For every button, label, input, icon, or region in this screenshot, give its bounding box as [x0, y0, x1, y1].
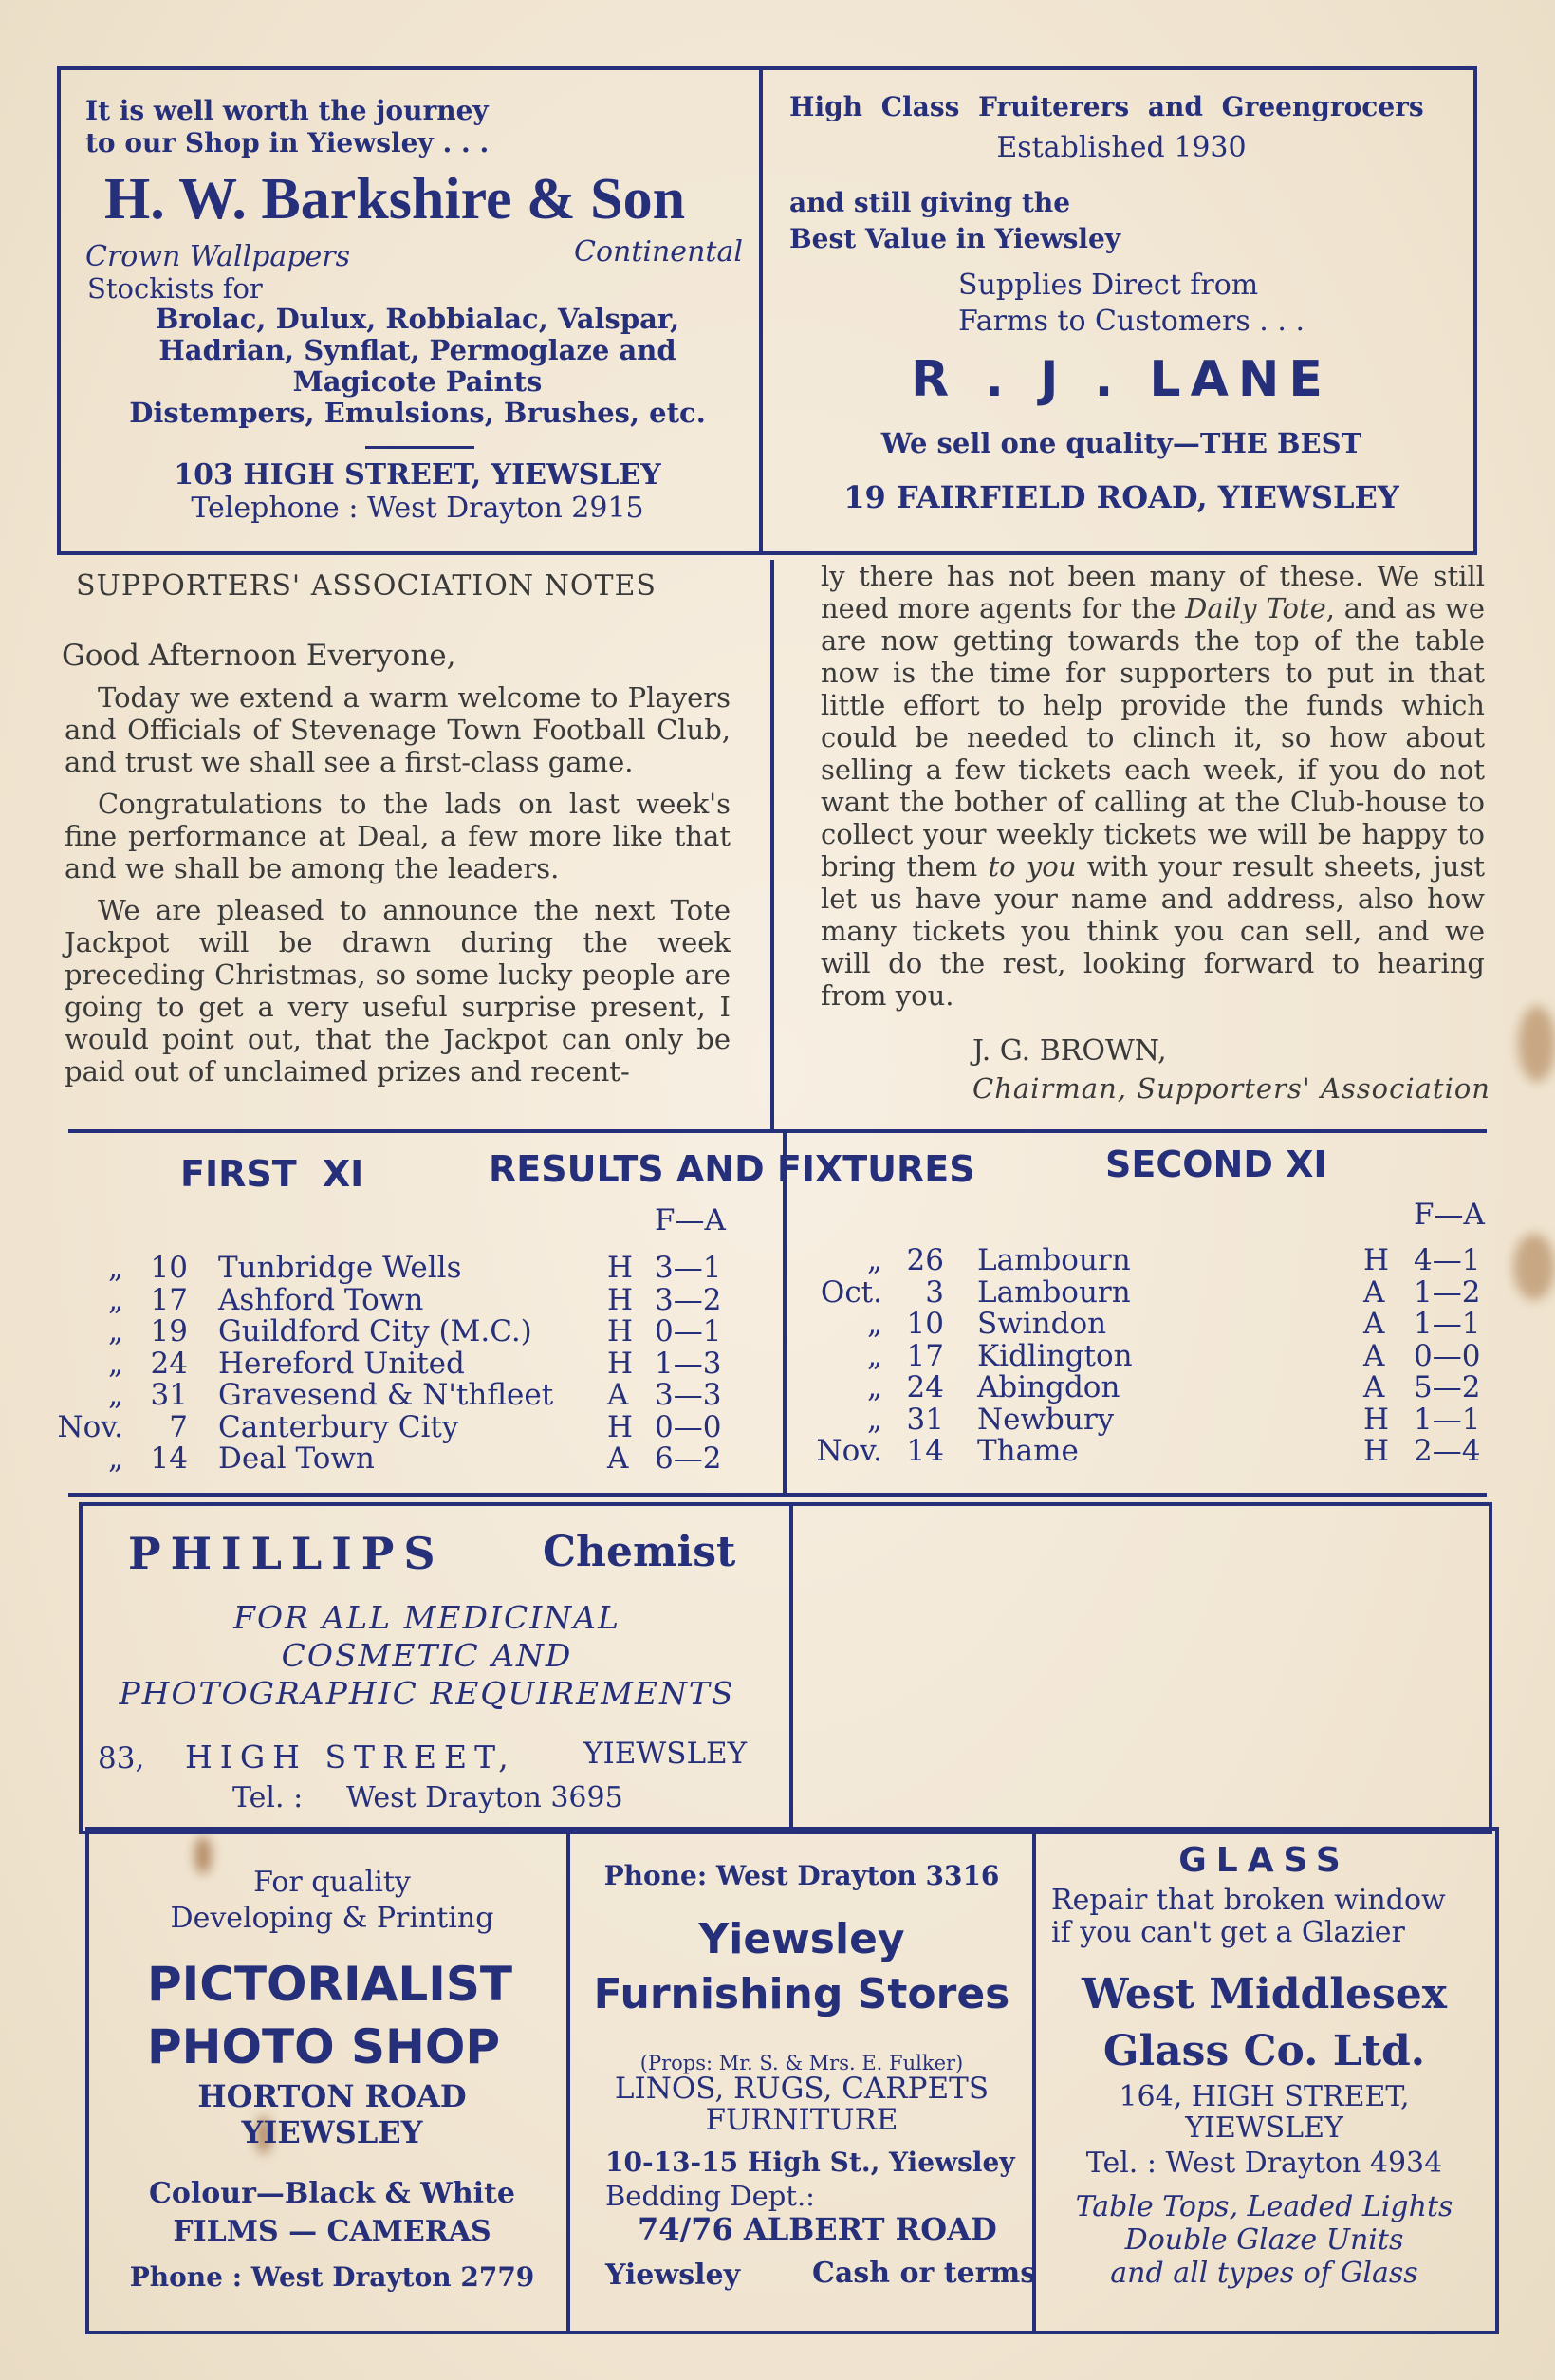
- fixture-venue: A: [1363, 1338, 1385, 1373]
- glass-name: [1039, 1966, 1490, 2080]
- fixture-venue: A: [1363, 1274, 1385, 1310]
- divider: [770, 560, 774, 1129]
- furnishing-town: Yiewsley: [605, 2259, 741, 2292]
- fixture-score: 3—2: [655, 1282, 722, 1317]
- fixture-venue: A: [607, 1378, 629, 1412]
- fixture-venue: H: [1363, 1402, 1390, 1437]
- fixture-venue: H: [1363, 1243, 1390, 1277]
- intro-line: Repair that broken window: [1051, 1884, 1446, 1917]
- glass-products: [1039, 2190, 1490, 2290]
- address-line: HORTON ROAD: [197, 2078, 467, 2114]
- phillips-number: 83,: [98, 1741, 145, 1776]
- barkshire-name: H. W. Barkshire & Son: [104, 167, 686, 232]
- divider: [566, 1829, 570, 2333]
- lane-text: Supplies Direct from: [958, 269, 1259, 302]
- paint-line: Magicote Paints: [292, 365, 543, 398]
- notes-signature: J. G. BROWN,: [972, 1034, 1167, 1068]
- fixture-venue: H: [607, 1251, 634, 1285]
- fixture-opponent: Newbury: [977, 1402, 1115, 1437]
- fixture-month: „: [107, 1251, 123, 1285]
- glass-tel: Tel. : West Drayton 4934: [1085, 2147, 1443, 2180]
- lane-text: Farms to Customers . . .: [958, 305, 1305, 338]
- rule: [68, 1493, 1487, 1497]
- second-xi-label: SECOND XI: [1105, 1144, 1327, 1185]
- fixture-day: 24: [906, 1370, 944, 1404]
- fixture-venue: A: [1363, 1370, 1385, 1404]
- divider: [789, 1504, 793, 1832]
- glass-intro: [1051, 1885, 1488, 1949]
- name-line: Furnishing Stores: [593, 1970, 1010, 2018]
- lane-address: 19 FAIRFIELD ROAD, YIEWSLEY: [843, 479, 1399, 515]
- fixture-opponent: Swindon: [977, 1307, 1107, 1341]
- fixture-score: 1—3: [655, 1346, 722, 1381]
- fixture-day: 24: [150, 1346, 188, 1381]
- fixture-month: „: [866, 1370, 882, 1404]
- pictorialist-phone: Phone : West Drayton 2779: [129, 2261, 535, 2293]
- pictorialist-address: [104, 2078, 560, 2150]
- notes-right-column: [821, 560, 1485, 1012]
- lane-established: Established 1930: [996, 131, 1247, 164]
- phillips-town: YIEWSLEY: [583, 1737, 748, 1771]
- product-line: Double Glaze Units: [1124, 2223, 1404, 2257]
- notes-paragraph: Today we extend a warm welcome to Players and Officials of Stevenage Town Football Club, and trust we shall see a first-class game.: [65, 681, 731, 778]
- fixture-opponent: Gravesend & N'thfleet: [218, 1378, 554, 1412]
- phillips-chemist: Chemist: [543, 1528, 736, 1576]
- furnishing-phone: Phone: West Drayton 3316: [603, 1860, 1000, 1891]
- intro-line: For quality: [253, 1866, 411, 1899]
- phillips-street: HIGH STREET,: [185, 1739, 516, 1776]
- fixture-opponent: Guildford City (M.C.): [218, 1314, 532, 1348]
- lane-name: R . J . LANE: [911, 351, 1332, 408]
- product-line: Colour—Black & White: [149, 2177, 515, 2210]
- furnishing-terms: Cash or terms: [812, 2257, 1037, 2290]
- furnishing-name: [579, 1912, 1025, 2022]
- pictorialist-name: [147, 1953, 512, 2078]
- fixture-day: 17: [150, 1282, 188, 1317]
- fixture-day: 10: [150, 1251, 188, 1285]
- fixture-venue: A: [607, 1441, 629, 1476]
- tagline: It is well worth the journey: [85, 95, 489, 126]
- fixture-score: 0—0: [655, 1409, 722, 1444]
- fixture-month: Nov.: [816, 1434, 882, 1468]
- fixture-opponent: Lambourn: [977, 1274, 1131, 1310]
- paint-line: Hadrian, Synflat, Permoglaze and: [158, 334, 676, 366]
- lane-value: [789, 185, 1120, 257]
- furnishing-albert: 74/76 ALBERT ROAD: [638, 2211, 997, 2247]
- fixture-venue: H: [607, 1409, 634, 1444]
- text-run: Daily Tote: [1185, 592, 1326, 624]
- fixture-day: 14: [150, 1441, 188, 1476]
- fixture-opponent: Abingdon: [977, 1370, 1120, 1404]
- paint-line: Distempers, Emulsions, Brushes, etc.: [129, 397, 706, 429]
- text-run: ly there has not been many of these. We still need more agents for the: [821, 560, 1485, 624]
- address-line: YIEWSLEY: [241, 2114, 423, 2150]
- fixture-score: 5—2: [1414, 1370, 1481, 1404]
- fixture-month: „: [107, 1282, 123, 1317]
- glass-heading: GLASS: [1178, 1841, 1350, 1880]
- phillips-tel-label: Tel. :: [232, 1781, 304, 1814]
- fixture-score: 6—2: [655, 1441, 722, 1476]
- name-line: PHOTO SHOP: [147, 2019, 501, 2074]
- fixture-score: 0—0: [1414, 1338, 1481, 1373]
- fixture-opponent: Deal Town: [218, 1441, 375, 1476]
- fixture-score: 2—4: [1414, 1434, 1481, 1468]
- first-xi-label: FIRST XI: [180, 1153, 364, 1195]
- fixture-month: „: [866, 1402, 882, 1437]
- results-label: RESULTS AND FIXTURES: [489, 1148, 975, 1190]
- fixture-score: 1—1: [1414, 1307, 1481, 1341]
- name-line: Yiewsley: [698, 1915, 905, 1963]
- text-run: to you: [988, 850, 1077, 883]
- fixture-venue: H: [607, 1314, 634, 1348]
- notes-paragraph: We are pleased to announce the next Tote Jackpot will be drawn during the week preceding Christmas, so some lucky people are going to get a very useful surprise present, I would point out, that the Jackpot can only be paid out of unclaimed prizes and recent-: [65, 894, 731, 1088]
- notes-left-column: [65, 681, 731, 1088]
- fixture-score: 1—1: [1414, 1402, 1481, 1437]
- stockists-label: Stockists for: [87, 272, 263, 305]
- fixture-day: 14: [906, 1434, 944, 1468]
- lane-supplies: [958, 268, 1305, 340]
- fixture-month: „: [866, 1243, 882, 1277]
- fixture-venue: H: [1363, 1434, 1390, 1468]
- fa-header: F—A: [1414, 1198, 1485, 1232]
- glass-address: [1039, 2081, 1490, 2144]
- fixture-opponent: Thame: [977, 1434, 1079, 1468]
- fixture-venue: A: [1363, 1307, 1385, 1341]
- fixture-opponent: Hereford United: [218, 1346, 465, 1381]
- furnishing-bedding: Bedding Dept.:: [605, 2180, 815, 2212]
- product-line: FILMS — CAMERAS: [173, 2215, 491, 2248]
- fixture-opponent: Lambourn: [977, 1243, 1131, 1277]
- crown-label: Crown Wallpapers: [85, 240, 350, 273]
- phillips-name: PHILLIPS: [128, 1528, 445, 1579]
- paint-line: Brolac, Dulux, Robbialac, Valspar,: [155, 303, 680, 335]
- tagline: to our Shop in Yiewsley . . .: [85, 127, 490, 158]
- pictorialist-products: [104, 2175, 560, 2251]
- name-line: West Middlesex: [1082, 1970, 1447, 2018]
- lane-text: and still giving the: [789, 187, 1071, 218]
- lane-text: Best Value in Yiewsley: [789, 223, 1121, 254]
- fixture-month: „: [107, 1346, 123, 1381]
- barkshire-phone: Telephone : West Drayton 2915: [191, 492, 644, 525]
- fixture-day: 26: [906, 1243, 944, 1277]
- text-run: with your result sheets, just let us have your name and address, also how many tickets you think you can sell, and we will do the rest, looking forward to hearing from you.: [821, 850, 1485, 1012]
- stain-mark: [1513, 1234, 1555, 1300]
- lane-line1: High Class Fruiterers and Greengrocers: [789, 91, 1424, 122]
- barkshire-ad: [85, 95, 489, 159]
- address-line: YIEWSLEY: [1185, 2111, 1343, 2145]
- stain-mark: [1518, 1006, 1555, 1082]
- continental-label: Continental: [574, 235, 743, 269]
- notes-title: Chairman, Supporters' Association: [972, 1072, 1490, 1105]
- goods-line: FURNITURE: [705, 2103, 898, 2137]
- furnishing-props: (Props: Mr. S. & Mrs. E. Fulker): [639, 2052, 964, 2074]
- fixture-day: 7: [169, 1409, 188, 1444]
- text-run: , and as we are now getting towards the top of the table now is the time for supporters to put in that little effort to help provide the funds which could be needed to clinch it, so how about selling a few tickets each week, if you do not want the bother of calling at the Club-house to collect your weekly tickets we will be happy to bring them: [821, 592, 1485, 883]
- notes-paragraph: [821, 560, 1485, 1012]
- intro-line: if you can't get a Glazier: [1051, 1916, 1405, 1949]
- name-line: Glass Co. Ltd.: [1102, 2027, 1426, 2075]
- service-line: PHOTOGRAPHIC REQUIREMENTS: [119, 1675, 735, 1712]
- product-line: and all types of Glass: [1110, 2257, 1418, 2290]
- fixture-month: „: [107, 1441, 123, 1476]
- fixture-venue: H: [607, 1282, 634, 1317]
- fixture-score: 0—1: [655, 1314, 722, 1348]
- intro-line: Developing & Printing: [170, 1902, 494, 1935]
- fixture-opponent: Ashford Town: [218, 1282, 424, 1317]
- fixture-month: „: [107, 1378, 123, 1412]
- phillips-tel: West Drayton 3695: [346, 1781, 623, 1814]
- fixture-month: „: [866, 1307, 882, 1341]
- notes-heading: SUPPORTERS' ASSOCIATION NOTES: [76, 569, 657, 603]
- furnishing-address: 10-13-15 High St., Yiewsley: [605, 2147, 1015, 2178]
- fixture-month: Nov.: [57, 1409, 123, 1444]
- name-line: PICTORIALIST: [147, 1957, 512, 2012]
- fixture-opponent: Canterbury City: [218, 1409, 459, 1444]
- fixture-day: 19: [150, 1314, 188, 1348]
- service-line: COSMETIC AND: [281, 1637, 573, 1674]
- service-line: FOR ALL MEDICINAL: [233, 1599, 620, 1636]
- barkshire-address: 103 HIGH STREET, YIEWSLEY: [174, 458, 661, 492]
- fixture-day: 31: [906, 1402, 944, 1437]
- fixture-opponent: Tunbridge Wells: [218, 1251, 462, 1285]
- fixture-day: 3: [925, 1274, 944, 1310]
- fixture-day: 31: [150, 1378, 188, 1412]
- fixture-month: „: [866, 1338, 882, 1373]
- fixture-score: 3—1: [655, 1251, 722, 1285]
- fixture-venue: H: [607, 1346, 634, 1381]
- fixture-score: 4—1: [1414, 1243, 1481, 1277]
- paints-list: [114, 304, 721, 429]
- divider: [759, 68, 763, 554]
- fixture-day: 10: [906, 1307, 944, 1341]
- fixture-score: 3—3: [655, 1378, 722, 1412]
- fixture-month: Oct.: [820, 1274, 882, 1310]
- fixture-day: 17: [906, 1338, 944, 1373]
- fa-header: F—A: [655, 1203, 726, 1237]
- goods-line: LINOS, RUGS, CARPETS: [614, 2072, 990, 2106]
- product-line: Table Tops, Leaded Lights: [1075, 2190, 1453, 2223]
- phillips-services: [95, 1599, 759, 1713]
- rule: [68, 1129, 1487, 1133]
- fixture-opponent: Kidlington: [977, 1338, 1133, 1373]
- fixture-score: 1—2: [1414, 1274, 1481, 1310]
- fixture-month: „: [107, 1314, 123, 1348]
- rule: [365, 446, 474, 449]
- lane-slogan: We sell one quality—THE BEST: [880, 427, 1362, 459]
- address-line: 164, HIGH STREET,: [1119, 2080, 1410, 2113]
- notes-paragraph: Congratulations to the lads on last week's fine performance at Deal, a few more like that and we shall be among the leaders.: [65, 788, 731, 884]
- pictorialist-intro: [104, 1865, 560, 1937]
- notes-greeting: Good Afternoon Everyone,: [62, 639, 456, 673]
- furnishing-goods: [579, 2073, 1025, 2136]
